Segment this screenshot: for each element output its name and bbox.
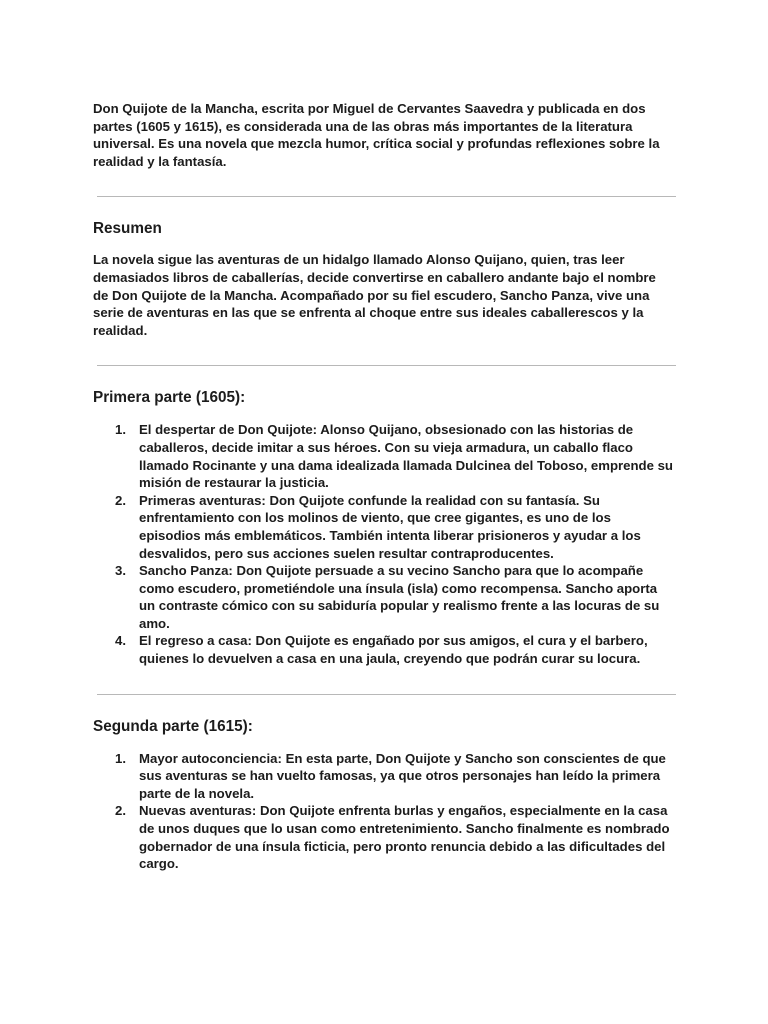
primera-parte-list: [93, 421, 673, 667]
list-item-number: 2.: [115, 803, 126, 819]
list-item-text: Sancho Panza: Don Quijote persuade a su vecino Sancho para que lo acompañe como escudero, prometiéndole una ínsula (isla) como recompensa. Sancho aporta un contraste cómico con su sabiduría popular y realismo frente a las locuras de su amo.: [139, 563, 660, 631]
list-item: [93, 492, 673, 562]
resumen-heading: Resumen: [93, 220, 162, 238]
section-divider: [97, 694, 676, 695]
list-item: [93, 421, 673, 491]
list-item-text: El despertar de Don Quijote: Alonso Quijano, obsesionado con las historias de caballeros, decide imitar a sus héroes. Con su vieja armadura, un caballo flaco llamado Rocinante y una dama idealizada llamada Dulcinea del Toboso, emprende su misión de restaurar la justicia.: [139, 422, 673, 491]
list-item-text: Primeras aventuras: Don Quijote confunde la realidad con su fantasía. Su enfrentamiento con los molinos de viento, que cree gigantes, es uno de los episodios más emblemáticos. También intenta liberar prisioneros y ayudar a los desvalidos, pero sus acciones suelen resultar contraproducentes.: [139, 492, 641, 561]
list-item-text: El regreso a casa: Don Quijote es engañado por sus amigos, el cura y el barbero, quienes lo devuelven a casa en una jaula, creyendo que podrán curar su locura.: [139, 633, 648, 667]
section-divider: [97, 196, 676, 197]
list-item: [93, 562, 673, 632]
section-divider: [97, 365, 676, 366]
list-item-text: Nuevas aventuras: Don Quijote enfrenta burlas y engaños, especialmente en la casa de unos duques que lo usan como entretenimiento. Sancho finalmente es nombrado gobernador de una ínsula ficticia, pero pronto renuncia debido a las dificultades del cargo.: [139, 803, 670, 872]
list-item: [93, 802, 673, 872]
segunda-parte-heading: Segunda parte (1615):: [93, 717, 253, 735]
list-item-text: Mayor autoconciencia: En esta parte, Don Quijote y Sancho son conscientes de que sus aventuras se han vuelto famosas, ya que otros personajes han leído la primera parte de la novela.: [139, 750, 666, 801]
list-item-number: 1.: [115, 750, 126, 766]
list-item: [93, 750, 673, 803]
resumen-paragraph: La novela sigue las aventuras de un hidalgo llamado Alonso Quijano, quien, tras leer demasiados libros de caballerías, decide convertirse en caballero andante bajo el nombre de Don Quijote de la Mancha. Acompañado por su fiel escudero, Sancho Panza, vive una serie de aventuras en las que se enfrenta al choque entre sus ideales caballerescos y la realidad.: [93, 252, 656, 338]
list-item-number: 2.: [115, 492, 126, 508]
segunda-parte-list: [93, 750, 673, 873]
list-item-number: 3.: [115, 563, 126, 579]
document-page: [93, 100, 673, 873]
list-item-number: 4.: [115, 633, 126, 649]
primera-parte-heading: Primera parte (1605):: [93, 389, 246, 407]
intro-paragraph: Don Quijote de la Mancha, escrita por Miguel de Cervantes Saavedra y publicada en dos partes (1605 y 1615), es considerada una de las obras más importantes de la literatura universal. Es una novela que mezcla humor, crítica social y profundas reflexiones sobre la realidad y la fantasía.: [93, 101, 660, 169]
list-item-number: 1.: [115, 422, 126, 438]
list-item: [93, 632, 673, 667]
